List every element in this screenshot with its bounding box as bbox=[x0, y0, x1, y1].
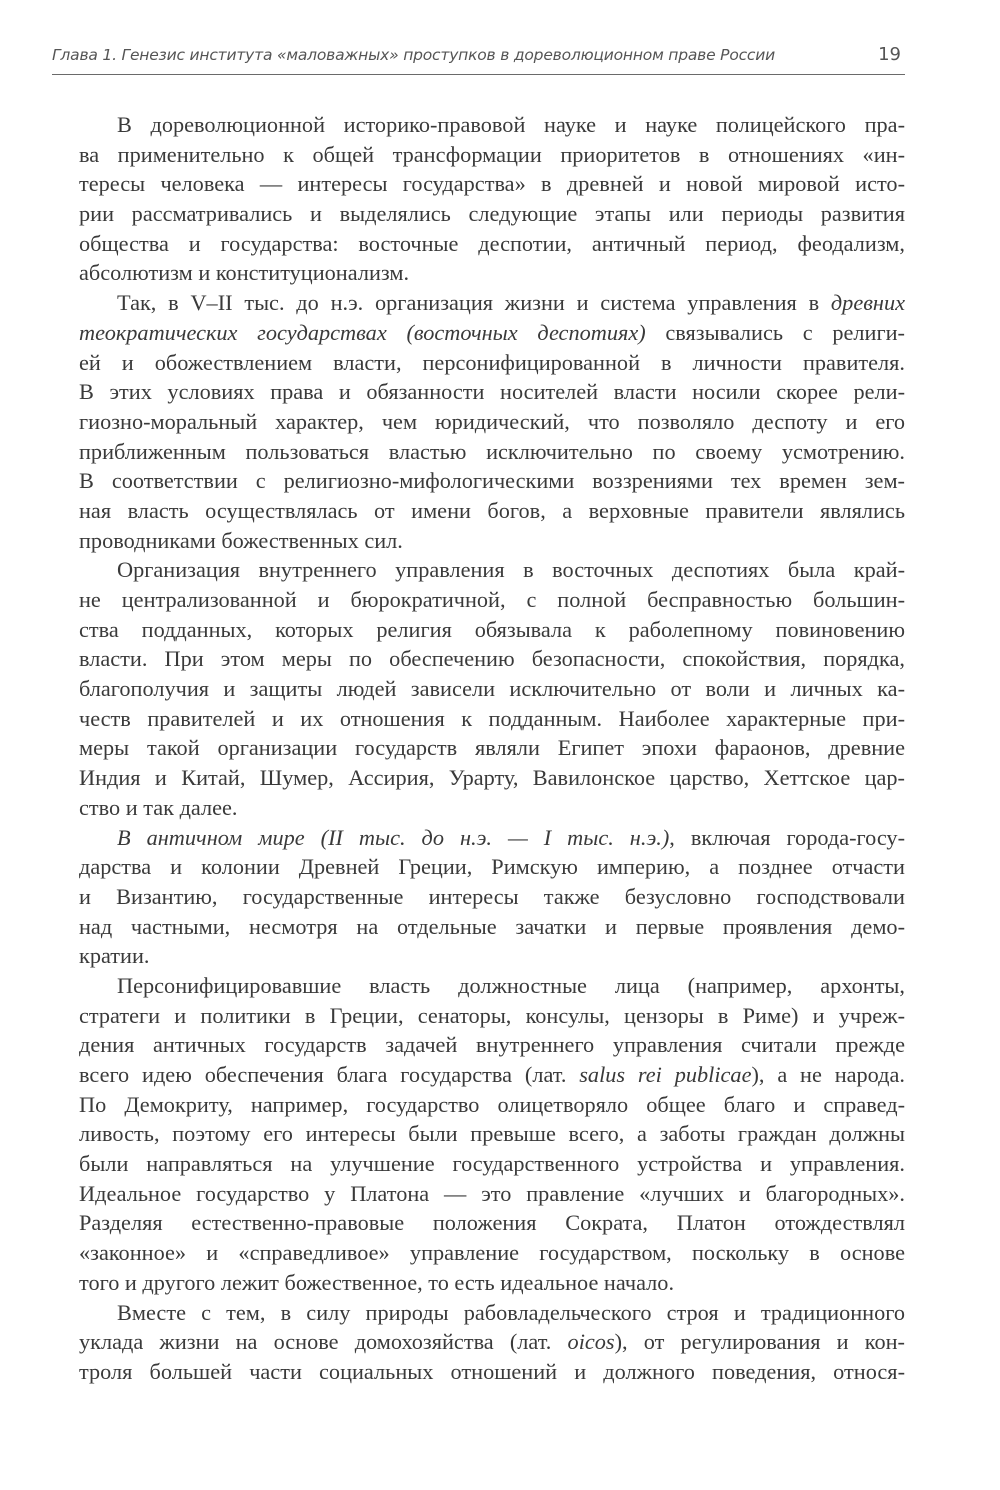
text-run: приближенным пользоваться властью исключительно по своему усмотрению. bbox=[79, 438, 905, 464]
text-line bbox=[79, 318, 905, 348]
text-run: ливость, поэтому его интересы были превыше всего, а заботы граждан должны bbox=[79, 1121, 905, 1147]
text-run: абсолютизм и конституционализм. bbox=[79, 260, 410, 286]
text-run: Так, в V–II тыс. до н.э. организация жизни и система управления в bbox=[117, 290, 831, 316]
text-line bbox=[79, 852, 905, 882]
running-header bbox=[52, 44, 905, 75]
paragraph bbox=[79, 971, 905, 1298]
text-run: тересы человека — интересы государства» в древней и новой мировой исто- bbox=[79, 171, 905, 197]
text-run: В соответствии с религиозно-мифологическими воззрениями тех времен зем- bbox=[79, 468, 905, 494]
text-line bbox=[79, 615, 905, 645]
text-line bbox=[79, 1119, 905, 1149]
text-run: уклада жизни на основе домохозяйства (лат. bbox=[79, 1329, 568, 1355]
text-run: того и другого лежит божественное, то есть идеальное начало. bbox=[79, 1269, 675, 1295]
text-line bbox=[79, 377, 905, 407]
text-run: кратии. bbox=[79, 943, 150, 969]
text-run: связывались с религи- bbox=[645, 319, 905, 345]
text-line bbox=[79, 1268, 905, 1298]
body-text bbox=[79, 110, 905, 1387]
text-line bbox=[79, 1357, 905, 1387]
paragraph bbox=[79, 823, 905, 971]
text-run: ство и так далее. bbox=[79, 794, 238, 820]
text-line bbox=[79, 971, 905, 1001]
text-line bbox=[79, 1327, 905, 1357]
text-line bbox=[79, 466, 905, 496]
text-run: над частными, несмотря на отдельные зачатки и первые проявления демо- bbox=[79, 913, 905, 939]
text-line bbox=[79, 1001, 905, 1031]
text-line bbox=[79, 1238, 905, 1268]
text-run: Вместе с тем, в силу природы рабовладельческого строя и традиционного bbox=[117, 1299, 905, 1325]
text-line bbox=[79, 912, 905, 942]
text-line bbox=[79, 526, 905, 556]
text-line bbox=[79, 793, 905, 823]
paragraph bbox=[79, 1298, 905, 1387]
text-run: , включая города-госу- bbox=[669, 824, 905, 850]
text-line bbox=[79, 288, 905, 318]
text-run: стратеги и политики в Греции, сенаторы, консулы, цензоры в Риме) и учреж- bbox=[79, 1002, 905, 1028]
text-line bbox=[79, 229, 905, 259]
text-run: Персонифицировавшие власть должностные лица (например, архонты, bbox=[117, 972, 905, 998]
text-run: «законное» и «справедливое» управление государством, поскольку в основе bbox=[79, 1240, 905, 1266]
text-run: меры такой организации государств являли Египет эпохи фараонов, древние bbox=[79, 735, 905, 761]
text-run: ей и обожествлением власти, персонифицированной в личности правителя. bbox=[79, 349, 905, 375]
chapter-title: Глава 1. Генезис института «маловажных» проступков в дореволюционном праве России bbox=[52, 46, 775, 64]
text-line bbox=[79, 555, 905, 585]
paragraph bbox=[79, 110, 905, 288]
text-line bbox=[79, 763, 905, 793]
text-line bbox=[79, 1060, 905, 1090]
text-line bbox=[79, 1090, 905, 1120]
text-run: Идеальное государство у Платона — это правление «лучших и благородных». bbox=[79, 1180, 905, 1206]
text-run: ная власть осуществлялась от имени богов, а верховные правители являлись bbox=[79, 497, 905, 523]
text-run: были направляться на улучшение государственного устройства и управления. bbox=[79, 1151, 905, 1177]
text-line bbox=[79, 140, 905, 170]
text-line bbox=[79, 1208, 905, 1238]
text-line bbox=[79, 1149, 905, 1179]
text-run: благополучия и защиты людей зависели исключительно от воли и личных ка- bbox=[79, 676, 905, 702]
page-number: 19 bbox=[878, 44, 901, 65]
text-run: ства подданных, которых религия обязывала к раболепному повиновению bbox=[79, 616, 905, 642]
text-run: Разделяя естественно-правовые положения Сократа, Платон отождествлял bbox=[79, 1210, 905, 1236]
text-run: ва применительно к общей трансформации приоритетов в отношениях «ин- bbox=[79, 141, 905, 167]
paragraph bbox=[79, 288, 905, 555]
italic-text: oicos bbox=[567, 1329, 615, 1355]
text-run: Индия и Китай, Шумер, Ассирия, Урарту, Вавилонское царство, Хеттское цар- bbox=[79, 765, 905, 791]
text-run: и Византию, государственные интересы также безусловно господствовали bbox=[79, 883, 905, 909]
text-run: дения античных государств задачей внутреннего управления считали прежде bbox=[79, 1032, 905, 1058]
text-line bbox=[79, 644, 905, 674]
text-line bbox=[79, 941, 905, 971]
text-run: не централизованной и бюрократичной, с полной бесправностью большин- bbox=[79, 587, 905, 612]
text-line bbox=[79, 258, 905, 288]
text-line bbox=[79, 1298, 905, 1328]
text-run: рии рассматривались и выделялись следующие этапы или периоды развития bbox=[79, 201, 905, 227]
text-run: ), от регулирования и кон- bbox=[614, 1329, 905, 1355]
text-line bbox=[79, 585, 905, 615]
text-run: честв правителей и их отношения к подданным. Наиболее характерные при- bbox=[79, 705, 905, 731]
text-run: По Демокриту, например, государство олицетворяло общее благо и справед- bbox=[79, 1091, 905, 1117]
text-line bbox=[79, 1030, 905, 1060]
text-line bbox=[79, 704, 905, 734]
text-run: троля большей части социальных отношений и должного поведения, относя- bbox=[79, 1358, 905, 1384]
text-run: В этих условиях права и обязанности носителей власти носили скорее рели- bbox=[79, 379, 905, 405]
text-run: В дореволюционной историко-правовой науке и науке полицейского пра- bbox=[117, 112, 905, 137]
text-run: гиозно-моральный характер, чем юридический, что позволяло деспоту и его bbox=[79, 408, 905, 434]
text-line bbox=[79, 437, 905, 467]
text-line bbox=[79, 199, 905, 229]
text-run: Организация внутреннего управления в восточных деспотиях была край- bbox=[117, 557, 905, 583]
text-run: всего идею обеспечения блага государства (лат. bbox=[79, 1062, 580, 1087]
text-run: общества и государства: восточные деспотии, античный период, феодализм, bbox=[79, 230, 905, 256]
italic-text: древних bbox=[830, 290, 905, 316]
italic-text: теократических государствах (восточных деспотиях) bbox=[79, 319, 646, 345]
text-line bbox=[79, 348, 905, 378]
text-line bbox=[79, 674, 905, 704]
italic-text: В античном мире (II тыс. до н.э. — I тыс. н.э.) bbox=[117, 824, 670, 850]
italic-text: salus rei publicae bbox=[579, 1062, 752, 1087]
text-run: власти. При этом меры по обеспечению безопасности, спокойствия, порядка, bbox=[79, 646, 905, 672]
text-line bbox=[79, 407, 905, 437]
text-line bbox=[79, 882, 905, 912]
paragraph bbox=[79, 555, 905, 822]
text-run: дарства и колонии Древней Греции, Римскую империю, а позднее отчасти bbox=[79, 854, 905, 880]
text-line bbox=[79, 110, 905, 140]
text-line bbox=[79, 823, 905, 853]
text-run: ), а не народа. bbox=[751, 1062, 905, 1087]
text-line bbox=[79, 169, 905, 199]
text-line bbox=[79, 496, 905, 526]
text-line bbox=[79, 733, 905, 763]
text-line bbox=[79, 1179, 905, 1209]
text-run: проводниками божественных сил. bbox=[79, 527, 403, 553]
